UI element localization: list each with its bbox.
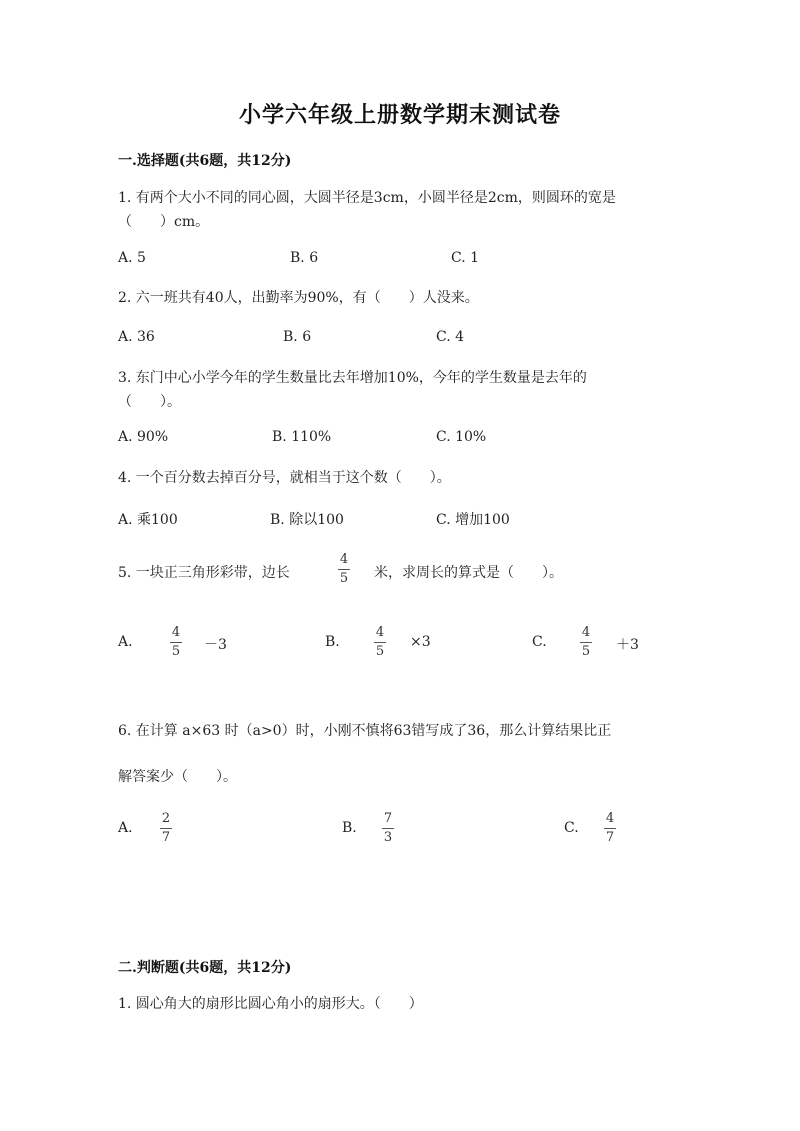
q5-option-a-fraction: [170, 626, 182, 659]
fraction-numerator: 4: [375, 625, 385, 640]
question-1-text-line1: 1. 有两个大小不同的同心圆，大圆半径是3cm，小圆半径是2cm，则圆环的宽是: [118, 190, 616, 206]
q4-option-c: C. 增加100: [436, 512, 510, 528]
fraction-numerator: 4: [581, 625, 591, 640]
q5-option-b-fraction: [374, 626, 386, 659]
page-title: 小学六年级上册数学期末测试卷: [238, 102, 561, 128]
q5-option-b-suffix: ×3: [410, 634, 431, 650]
fraction-bar: [374, 642, 386, 643]
q6-option-a-label: A.: [118, 820, 133, 836]
question-2: 2. 六一班共有40人，出勤率为90%，有（ ）人没来。: [118, 290, 479, 306]
q4-option-a: A. 乘100: [118, 512, 178, 528]
fraction-bar: [580, 642, 592, 643]
q1-option-b: B. 6: [290, 250, 319, 266]
fraction-denominator: 7: [161, 830, 171, 845]
fraction-numerator: 2: [161, 811, 171, 826]
q5-option-c-suffix: ＋3: [616, 637, 639, 653]
fraction-bar: [604, 828, 616, 829]
fraction-numerator: 4: [339, 552, 349, 567]
section-heading-judgement: 二.判断题(共6题，共12分): [118, 960, 292, 976]
q4-option-b: B. 除以100: [270, 512, 344, 528]
fraction-denominator: 5: [171, 644, 181, 659]
fraction-bar: [382, 828, 394, 829]
fraction-denominator: 5: [339, 571, 349, 586]
fraction-bar: [338, 569, 350, 570]
q5-option-a-suffix: －3: [204, 637, 227, 653]
question-3: [118, 366, 698, 414]
fraction-denominator: 3: [383, 830, 393, 845]
question-1: [118, 186, 698, 234]
q2-option-c: C. 4: [436, 329, 465, 345]
q2-option-a: A. 36: [118, 329, 155, 345]
q6-option-c-fraction: [604, 812, 616, 845]
fraction-bar: [170, 642, 182, 643]
q3-option-a: A. 90%: [118, 429, 169, 445]
fraction-denominator: 7: [605, 830, 615, 845]
question-6-text-line1: 6. 在计算 a×63 时（a>0）时，小刚不慎将63错写成了36，那么计算结果比正: [118, 723, 612, 739]
q5-option-a-label: A.: [118, 634, 133, 650]
question-1-text-line2: （ ）cm。: [118, 214, 210, 230]
q6-option-b-fraction: [382, 812, 394, 845]
q6-option-a-fraction: [160, 812, 172, 845]
q3-option-c: C. 10%: [436, 429, 487, 445]
q6-option-c-label: C.: [564, 820, 579, 836]
q5-option-c-label: C.: [532, 634, 547, 650]
q1-option-a: A. 5: [118, 250, 146, 266]
fraction-numerator: 4: [605, 811, 615, 826]
question-5-text-before: 5. 一块正三角形彩带，边长: [118, 565, 290, 581]
q3-option-b: B. 110%: [272, 429, 332, 445]
q2-option-b: B. 6: [283, 329, 312, 345]
section-heading-choice: 一.选择题(共6题，共12分): [118, 153, 292, 169]
question-3-text-line1: 3. 东门中心小学今年的学生数量比去年增加10%，今年的学生数量是去年的: [118, 370, 587, 386]
question-5-fraction: [338, 553, 350, 586]
question-3-text-line2: （ ）。: [118, 394, 181, 410]
question-6-text-line2: 解答案少（ ）。: [118, 769, 237, 785]
fraction-denominator: 5: [581, 644, 591, 659]
fraction-bar: [160, 828, 172, 829]
q1-option-c: C. 1: [451, 250, 480, 266]
q5-option-c-fraction: [580, 626, 592, 659]
fraction-denominator: 5: [375, 644, 385, 659]
question-6: [118, 708, 698, 800]
fraction-numerator: 7: [383, 811, 393, 826]
q6-option-b-label: B.: [342, 820, 357, 836]
fraction-numerator: 4: [171, 625, 181, 640]
question-5-text-after: 米，求周长的算式是（ ）。: [374, 565, 563, 581]
judgement-question-1: 1. 圆心角大的扇形比圆心角小的扇形大。（ ）: [118, 996, 423, 1012]
q5-option-b-label: B.: [325, 634, 340, 650]
question-4: 4. 一个百分数去掉百分号，就相当于这个数（ ）。: [118, 470, 451, 486]
